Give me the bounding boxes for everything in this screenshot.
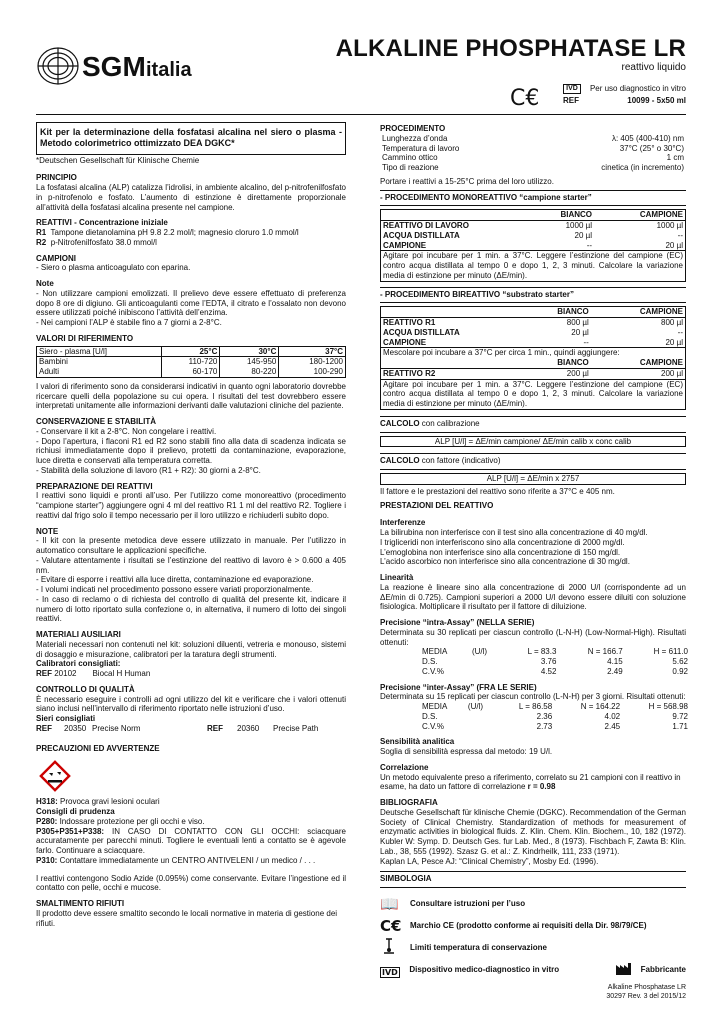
table-row — [380, 144, 686, 154]
valori-table — [36, 346, 346, 378]
correlazione-body: Un metodo equivalente preso a riferimento, correlato su 21 campioni con il reattivo in esame, ha dato un fattore di correlazione — [380, 772, 681, 792]
correlazione-heading: Correlazione — [380, 762, 429, 772]
footer-product: Alkaline Phosphatase LR — [607, 984, 686, 991]
table-cell: 20 µl — [571, 327, 589, 337]
table-header-cell: BIANCO — [560, 210, 593, 220]
table-header-cell — [381, 307, 521, 318]
table-cell — [466, 722, 496, 732]
calcolo1-formula: ALP [U/l] = ΔE/min campione/ ΔE/min calib x conc calib — [380, 436, 686, 448]
table-cell: Mescolare poi incubare a 37°C per circa 1 min., quindi aggiungere: — [383, 348, 620, 358]
fabbricante-label: Fabbricante — [640, 965, 686, 975]
cons-line-3: - Stabilità della soluzione di lavoro (R1 + R2): 30 giorni a 2-8°C. — [36, 465, 261, 475]
table-row — [381, 231, 686, 241]
table-cell: H = 611.0 — [653, 647, 688, 657]
table-cell: Agitare poi incubare per 1 min. a 37°C. Leggere l’estinzione del campione (EC) contro acqua distillata al tempo 0 e dopo 1, 2, 3 minuti. Calcolare la variazione media di estinzione per minuto (ΔE/min). — [383, 379, 683, 408]
note2-line: - In caso di reclamo o di richiesta del controllo di qualità del presente kit, indicare il numero di lotto riportato sulla confezione o, in alternativa, il numero di lotto dei singoli reattivi. — [36, 594, 346, 624]
table-cell: REATTIVO R2 — [383, 368, 436, 378]
divider — [380, 302, 686, 303]
symbol-text: Dispositivo medico-diagnostico in vitro — [409, 965, 560, 975]
table-cell: H = 568.98 — [648, 702, 688, 711]
interf-line: I trigliceridi non interferiscono sino alla concentrazione di 2000 mg/dl. — [380, 537, 625, 547]
intra-heading: Precisione “intra-Assay” (NELLA SERIE) — [380, 618, 535, 627]
table-cell: 200 µl — [661, 368, 683, 378]
cq-heading: CONTROLLO DI QUALITÀ — [36, 684, 135, 694]
table-header-cell: 37°C — [279, 346, 346, 357]
table-cell: 1000 µl — [565, 221, 593, 230]
table-cell: CAMPIONE — [383, 337, 427, 347]
bibliografia-text: Deutsche Gesellschaft für klinische Chemie (DGKC). Recommendation of the German Society of Clinical Chemistry. Standardization of methods for measurement of enzymatic activities in biological fluids. Z. Klin. Chem. Klin. Biochem., 10, 182 (1972). Kubler W: Symp. D. Deutsch Ges. fur Lab. Med., 8 (1973). Fischbach F, Zawta B: Klin. Lab., 38, 555 (1992). Szasz G. et al.: Z. Kindrheilk, 111, 233 (1971). — [380, 807, 686, 856]
table-cell: 9.72 — [672, 711, 688, 721]
table-header-cell: BIANCO — [557, 358, 589, 367]
smaltimento-text: Il prodotto deve essere smaltito secondo le locali normative in materia di gestione dei rifiuti. — [36, 908, 338, 928]
campioni-text: - Siero o plasma anticoagulato con eparina. — [36, 263, 191, 273]
sieri-ref: REF — [36, 723, 52, 733]
logo-text: SGM — [82, 51, 146, 82]
table-cell: 2.45 — [604, 721, 621, 731]
calcolo2-sub: con fattore (indicativo) — [419, 456, 501, 466]
logo-sub: italia — [146, 59, 192, 81]
table-cell: 145-950 — [220, 357, 279, 367]
table-row — [420, 657, 690, 667]
table-cell: 4.02 — [604, 711, 621, 721]
table-cell: -- — [586, 240, 593, 250]
table-cell — [466, 712, 496, 722]
kit-note: *Deutschen Gesellschaft für Klinische Chemie — [36, 155, 200, 165]
table-cell: MEDIA — [422, 647, 448, 657]
table-cell: L = 83.3 — [527, 647, 557, 657]
table-cell: 2.73 — [536, 721, 553, 731]
prestazioni-heading: PRESTAZIONI DEL REATTIVO — [380, 500, 494, 510]
sgm-logo — [36, 40, 246, 88]
interf-line: La bilirubina non interferisce con il test sino alla concentrazione di 40 mg/dl. — [380, 528, 648, 537]
table-cell: ACQUA DISTILLATA — [383, 327, 460, 337]
right-column — [380, 124, 686, 980]
ivd-icon: IVD — [563, 84, 581, 94]
table-row — [380, 163, 686, 173]
table-row — [37, 357, 346, 367]
table-cell: 0.92 — [672, 666, 688, 676]
fattore-text: Il fattore e le prestazioni del reattivo sono riferite a 37°C e 405 nm. — [380, 486, 615, 496]
table-row — [381, 318, 686, 328]
table-cell: REATTIVO DI LAVORO — [383, 221, 469, 230]
table-cell — [470, 667, 503, 677]
table-cell: 80-220 — [220, 367, 279, 377]
table-cell: 4.52 — [540, 666, 557, 676]
azide-text: I reattivi contengono Sodio Azide (0.095%) come conservante. Evitare l’ingestione ed il contatto con pelle, occhi e mucose. — [36, 873, 346, 893]
table-cell: Cammino ottico — [382, 153, 438, 163]
p280-line — [36, 817, 346, 827]
table-cell: 100-290 — [279, 367, 346, 377]
thermometer-icon — [380, 937, 410, 959]
procedimento-table — [380, 134, 686, 173]
inter-table — [420, 702, 690, 731]
product-title: ALKALINE PHOSPHATASE LR — [335, 35, 686, 62]
divider — [380, 416, 686, 417]
cons-line-2: - Dopo l’apertura, i flaconi R1 ed R2 sono stabili fino alla data di scadenza indicata se richiusi immediatamente dopo il prelievo, protetti da contaminazione, evaporazione, luce diretta e conservati alla temperatura corretta. — [36, 436, 346, 465]
table-cell: λ: 405 (400-410) nm — [611, 133, 684, 143]
footer — [606, 984, 686, 1002]
sensibilita-heading: Sensibilità analitica — [380, 737, 455, 747]
table-row — [420, 722, 690, 732]
p310-code: P310: — [36, 855, 58, 865]
symbol-row — [380, 960, 686, 980]
conservazione-heading: CONSERVAZIONE E STABILITÀ — [36, 417, 157, 426]
sieri-line — [36, 724, 346, 734]
table-cell: 1.71 — [672, 721, 688, 731]
h318-text: Provoca gravi lesioni oculari — [57, 797, 160, 807]
table-header-cell — [381, 358, 521, 368]
p305-text: IN CASO DI CONTATTO CON GLI OCCHI: sciacquare accuratamente per parecchi minuti. Togliere le eventuali lenti a contatto se è agevole farlo. Continuare a sciacquare. — [36, 826, 346, 855]
principio-text: La fosfatasi alcalina (ALP) catalizza l’idrolisi, in ambiente alcalino, del p-nitrofenilfosfato in p-nitrofenolo e fosfato. L’aumento di estinzione è direttamente proporzionale all’attività della fosfatasi alcalina presente nel campione. — [36, 183, 346, 212]
table-cell: 4.15 — [607, 657, 623, 666]
linearita-heading: Linearità — [380, 573, 414, 582]
p310-text: Contattare immediatamente un CENTRO ANTIVELENI / un medico / . . . — [57, 855, 316, 865]
table-cell: 60-170 — [162, 367, 220, 377]
table-cell: 110-720 — [162, 357, 220, 367]
correlazione-text — [380, 773, 686, 793]
note2-line: - Valutare attentamente i risultati se l’estinzione del reattivo di lavoro è > 0.600 a 405 nm. — [36, 555, 346, 575]
consigli-heading: Consigli di prudenza — [36, 807, 115, 816]
table-row — [381, 221, 686, 231]
sieri-ref: REF — [207, 723, 223, 733]
inter-heading: Precisione “inter-Assay” (FRA LE SERIE) — [380, 682, 537, 692]
calcolo2-heading — [380, 456, 686, 466]
p280-text: Indossare protezione per gli occhi e viso. — [57, 816, 205, 826]
table-row — [37, 367, 346, 377]
table-cell: Adulti — [37, 367, 162, 377]
table-cell: 180-1200 — [279, 357, 346, 367]
table-cell: N = 166.7 — [587, 647, 623, 657]
table-cell: -- — [583, 337, 589, 347]
portare-text: Portare i reattivi a 15-25°C prima del loro utilizzo. — [380, 176, 554, 186]
note2-heading: NOTE — [36, 526, 59, 536]
symbol-text: Consultare istruzioni per l’uso — [410, 899, 526, 909]
note2-line: - I volumi indicati nel procedimento possono essere variati proporzionalmente. — [36, 585, 313, 594]
table-header-cell: 30°C — [220, 346, 279, 357]
table-cell: cinetica (in incremento) — [601, 163, 684, 172]
table-row — [381, 348, 686, 358]
bibliografia-heading: BIBLIOGRAFIA — [380, 798, 438, 807]
table-header-row — [381, 210, 686, 221]
sieri-name: Precise Norm — [92, 723, 141, 733]
sensibilita-text: Soglia di sensibilità espressa dal metodo: 19 U/l. — [380, 747, 553, 756]
calib-code: 20102 — [54, 669, 77, 678]
table-row — [381, 328, 686, 338]
table-cell: (U/l) — [471, 647, 488, 657]
divider — [380, 453, 686, 454]
header-divider — [36, 114, 686, 115]
note1-heading: Note — [36, 279, 54, 288]
procedimento-heading: PROCEDIMENTO — [380, 124, 446, 133]
table-cell: Temperatura di lavoro — [382, 143, 460, 153]
table-cell: D.S. — [422, 711, 438, 721]
table-row — [381, 241, 686, 251]
table-row — [420, 667, 690, 677]
p280-code: P280: — [36, 816, 58, 826]
table-row — [381, 338, 686, 348]
interf-line: L’acido ascorbico non interferisce sino alla concentrazione di 30 mg/dl. — [380, 557, 630, 567]
calcolo1-sub: con calibrazione — [419, 418, 480, 428]
table-cell: Tipo di reazione — [382, 163, 439, 172]
preparazione-heading: PREPARAZIONE DEI REATTIVI — [36, 481, 153, 491]
principio-heading: PRINCIPIO — [36, 173, 77, 183]
instructions-icon: 📖 — [380, 894, 399, 913]
ref-label: REF — [563, 96, 579, 105]
calcolo1-label: CALCOLO — [380, 418, 420, 428]
table-row — [381, 368, 686, 379]
table-header-cell: CAMPIONE — [639, 307, 683, 317]
intra-table — [420, 647, 690, 676]
kit-title-box — [36, 122, 346, 155]
table-cell: 20 µl — [665, 240, 683, 250]
note1b-text: - Nei campioni l’ALP è stabile fino a 7 giorni a 2-8°C. — [36, 318, 222, 327]
p305-code: P305+P351+P338: — [36, 826, 105, 836]
materiali-heading: MATERIALI AUSILIARI — [36, 630, 121, 639]
table-header-row — [37, 346, 346, 357]
table-header-cell: Siero - plasma [U/l] — [37, 346, 162, 357]
symbol-row — [380, 938, 686, 958]
table-cell: REATTIVO R1 — [383, 318, 436, 327]
interf-line: L’emoglobina non interferisce sino alla concentrazione di 150 mg/dl. — [380, 547, 621, 557]
materiali-text: Materiali necessari non contenuti nel kit: soluzioni diluenti, vetreria e monouso, sistemi di dosaggio e misurazione, calibratori per la taratura degli strumenti. — [36, 639, 346, 659]
table-row — [420, 702, 690, 712]
valori-heading: VALORI DI RIFERIMENTO — [36, 333, 134, 343]
note2-line: - Il kit con la presente metodica deve essere utilizzato in manuale. Per l’utilizzo in automatico consultare le applicazioni specifiche. — [36, 536, 346, 555]
footer-revision: 30297 Rev. 3 del 2015/12 — [606, 992, 686, 1000]
table-cell: -- — [677, 230, 683, 240]
calib-ref: REF — [36, 669, 52, 678]
table-cell: 800 µl — [566, 318, 589, 327]
table-cell: Agitare poi incubare per 1 min. a 37°C. Leggere l’estinzione del campione (EC) contro acqua distillata al tempo 0 e dopo 1, 2, 3 minuti. Calcolare la variazione media di estinzione per minuto (ΔE/min). — [383, 251, 683, 280]
table-header-row — [381, 307, 686, 318]
table-cell: -- — [677, 327, 683, 337]
h318-line — [36, 797, 346, 807]
table-cell: 20 µl — [574, 230, 593, 240]
r2-label: R2 — [36, 237, 47, 247]
sieri-code: 20350 — [64, 723, 87, 733]
sieri-code: 20360 — [237, 723, 260, 733]
table-header-cell — [381, 210, 526, 221]
table-cell: D.S. — [422, 657, 438, 666]
table-cell — [470, 657, 503, 667]
ref-value: 10099 - 5x50 ml — [627, 96, 686, 105]
r1-label: R1 — [36, 228, 47, 237]
table-cell: ACQUA DISTILLATA — [383, 230, 460, 240]
bi-table — [380, 306, 686, 410]
table-cell: 800 µl — [661, 318, 683, 327]
kit-title: Kit per la determinazione della fosfatasi alcalina nel siero o plasma - Metodo colorimetrico ottimizzato DEA DGKC* — [40, 127, 342, 149]
smaltimento-heading: SMALTIMENTO RIFIUTI — [36, 899, 125, 908]
linearita-text: La reazione è lineare sino alla concentrazione di 2000 U/l (corrispondente ad un ΔE/min di 0.725). Campioni superiori a 2000 U/l devono essere diluiti con soluzione fisiologica. Moltiplicare il risultato per il fattore di diluizione. — [380, 582, 686, 612]
table-cell: 1000 µl — [656, 221, 683, 230]
cq-text: È necessario eseguire i controlli ad ogni utilizzo del kit e verificare che i valori ottenuti siano inclusi nell’intervallo di riferimento riportato nelle istruzioni d’uso. — [36, 694, 346, 714]
simbologia-heading: SIMBOLOGIA — [380, 874, 432, 884]
table-cell: 37°C (25° o 30°C) — [619, 143, 684, 153]
ivd-icon: IVD — [382, 967, 398, 977]
preparazione-text: I reattivi sono liquidi e pronti all’uso. Per l’utilizzo come monoreattivo (procedimento “campione starter”) aggiungere ogni 4 ml del reattivo R1 1 ml del reattivo R2. Togliere i reattivi dal frigo solo il tempo necessario per il loro utilizzo e richiuderli subito dopo. — [36, 491, 346, 520]
p310-line — [36, 856, 346, 866]
table-row — [420, 647, 690, 657]
table-cell: MEDIA — [422, 702, 448, 711]
table-header-cell: CAMPIONE — [639, 358, 683, 367]
campioni-heading: CAMPIONI — [36, 253, 76, 263]
note2-line: - Evitare di esporre i reattivi alla luce diretta, contaminazione ed evaporazione. — [36, 575, 314, 585]
h318-code: H318: — [36, 797, 58, 807]
reattivi-heading: REATTIVI - Concentrazione iniziale — [36, 218, 168, 228]
ce-mark-icon: C€ — [380, 916, 402, 935]
r1-line — [36, 228, 346, 238]
table-row — [380, 134, 686, 144]
calcolo2-label: CALCOLO — [380, 456, 420, 466]
precauzioni-heading: PRECAUZIONI ED AVVERTENZE — [36, 743, 160, 753]
bibliografia-text-2: Kaplan LA, Pesce AJ: “Clinical Chemistry”, Mosby Ed. (1996). — [380, 856, 599, 866]
note1-text: - Non utilizzare campioni emolizzati. Il prelievo deve essere effettuato di preferenza dopo 8 ore di digiuno. Gli anticoagulanti come l’EDTA, il citrato e l’ossalato non devono essere utilizzati poiché inibiscono l’attività dell’enzima. — [36, 288, 346, 318]
table-cell: 5.62 — [672, 657, 688, 666]
table-cell: Bambini — [37, 357, 162, 367]
ce-mark-icon: C€ — [510, 86, 540, 111]
divider — [380, 190, 686, 191]
sieri-heading: Sieri consigliati — [36, 714, 96, 723]
divider — [380, 887, 686, 888]
table-cell: 3.76 — [540, 657, 557, 666]
table-header-row — [381, 358, 686, 368]
table-header-cell: 25°C — [162, 346, 220, 357]
table-row — [420, 712, 690, 722]
table-cell: N = 164.22 — [580, 702, 621, 711]
table-cell: C.V.% — [422, 666, 444, 676]
mono-table — [380, 209, 686, 281]
calcolo1-heading — [380, 419, 686, 429]
symbol-row — [380, 894, 686, 914]
table-cell: L = 86.58 — [518, 702, 553, 711]
symbol-text: Marchio CE (prodotto conforme ai requisiti della Dir. 98/79/CE) — [410, 921, 647, 931]
calibratori-line — [36, 669, 346, 679]
table-header-cell: CAMPIONE — [639, 210, 683, 220]
r2-text: p-Nitrofenilfosfato 38.0 mmol/l — [50, 237, 157, 247]
table-row — [381, 379, 686, 409]
valori-text: I valori di riferimento sono da considerarsi indicativi in quanto ogni laboratorio dovrebbe ricercare quelli della popolazione su cui opera. I risultati del test dovrebbero essere interpretati unitamente alle informazioni derivanti dalle valutazioni cliniche del paziente. — [36, 381, 346, 411]
table-cell: 2.49 — [607, 666, 623, 676]
mono-heading: - PROCEDIMENTO MONOREATTIVO “campione starter” — [380, 192, 592, 202]
intra-text: Determinata su 30 replicati per ciascun controllo (L-N-H) (Low-Normal-High). Risultati ottenuti: — [380, 627, 686, 647]
calibratori-heading: Calibratori consigliati: — [36, 659, 121, 669]
cons-line-1: - Conservare il kit a 2-8°C. Non congelare i reattivi. — [36, 426, 217, 436]
r2-line — [36, 238, 346, 248]
interferenze-heading: Interferenze — [380, 518, 426, 528]
bi-heading: - PROCEDIMENTO BIREATTIVO “substrato starter” — [380, 289, 574, 299]
symbol-text: Limiti temperatura di conservazione — [410, 943, 547, 953]
calib-name: Biocal H Human — [92, 669, 151, 678]
sgm-logo-graphic — [36, 40, 246, 88]
table-cell: 200 µl — [566, 368, 589, 378]
table-cell: (U/l) — [467, 702, 484, 711]
calcolo2-formula: ALP [U/l] = ΔE/min x 2757 — [380, 473, 686, 485]
ivd-icon-wrap — [380, 961, 409, 979]
symbol-row — [380, 916, 686, 936]
table-header-cell: BIANCO — [557, 307, 589, 317]
table-row — [380, 153, 686, 163]
table-cell: Lunghezza d’onda — [382, 133, 448, 143]
inter-text: Determinata su 15 replicati per ciascun controllo (L-N-H) per 3 giorni. Risultati ottenuti: — [380, 692, 686, 702]
table-row — [381, 251, 686, 281]
divider — [380, 469, 686, 470]
table-cell: 2.36 — [536, 711, 553, 721]
p305-line — [36, 827, 346, 856]
divider — [380, 287, 686, 288]
table-cell: 1 cm — [666, 153, 684, 163]
product-subtitle: reattivo liquido — [621, 62, 686, 73]
divider — [380, 432, 686, 433]
divider — [380, 205, 686, 206]
left-column — [36, 118, 346, 928]
sieri-name: Precise Path — [273, 723, 319, 733]
table-cell: 20 µl — [665, 337, 683, 347]
manufacturer-icon — [615, 962, 640, 979]
r1-text: Tampone dietanolamina pH 9.8 2.2 mol/l; magnesio cloruro 1.0 mmol/l — [50, 228, 299, 237]
ghs-corrosive-icon — [38, 759, 72, 793]
ivd-text: Per uso diagnostico in vitro — [589, 84, 686, 93]
correlazione-value: r = 0.98 — [527, 782, 556, 792]
divider — [380, 871, 686, 872]
table-cell: C.V.% — [422, 721, 444, 731]
table-cell: CAMPIONE — [383, 240, 427, 250]
